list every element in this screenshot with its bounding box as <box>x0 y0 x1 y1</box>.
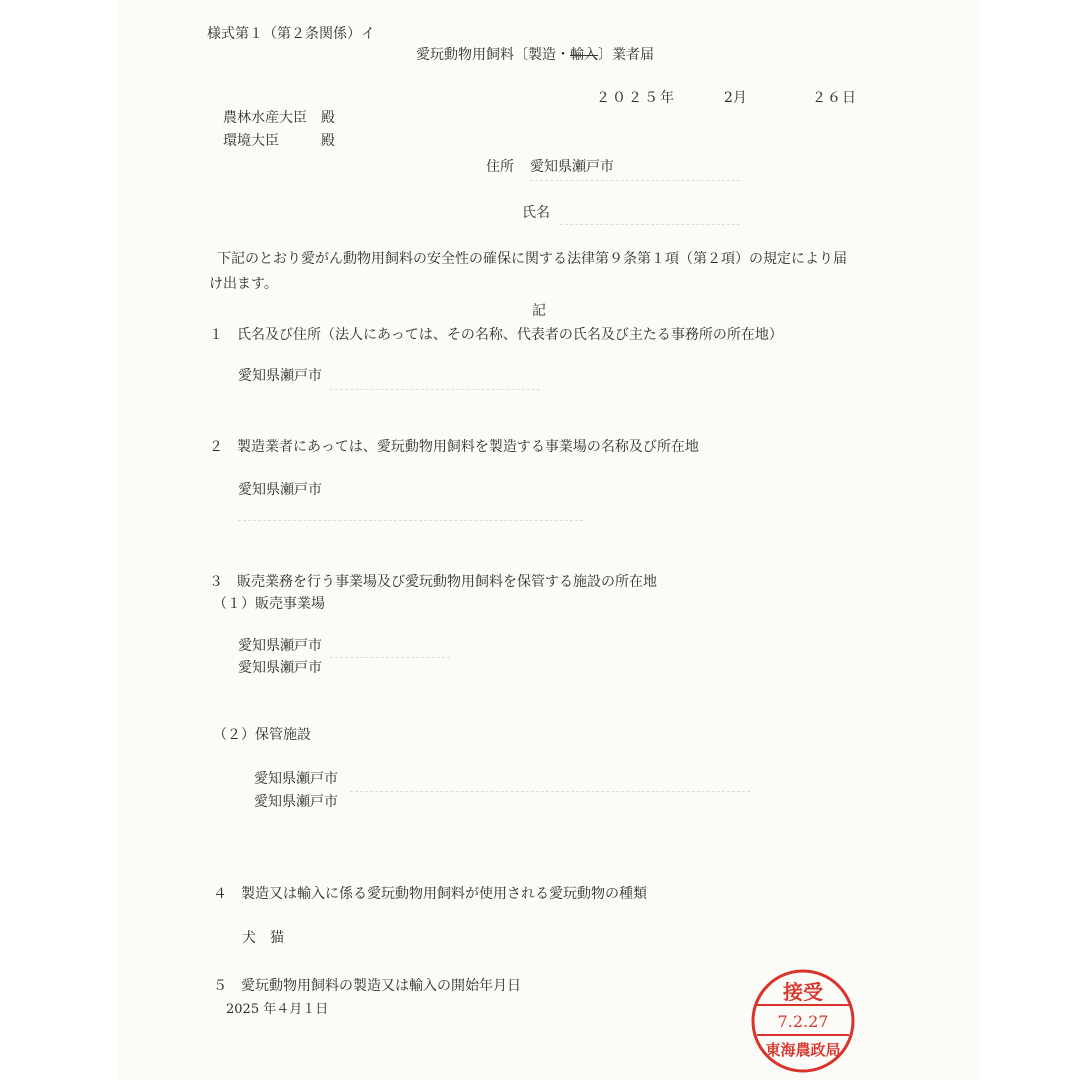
date-month: 2月 <box>724 90 747 106</box>
item-3-sub-1-value-2: 愛知県瀬戸市 <box>238 660 322 676</box>
item-2-heading: ２ 製造業者にあっては、愛玩動物用飼料を製造する事業場の名称及び所在地 <box>209 439 699 455</box>
stamp-date-text: 7.2.27 <box>777 1012 829 1031</box>
item-3-sub-1-blank <box>330 657 450 658</box>
applicant-address-blank <box>530 180 740 181</box>
item-2-blank <box>238 520 583 521</box>
item-1-value: 愛知県瀬戸市 <box>238 368 322 384</box>
form-title-suffix: 〕業者届 <box>598 47 654 63</box>
item-5-value: 2025 年４月１日 <box>226 1002 329 1017</box>
item-3-heading: ３ 販売業務を行う事業場及び愛玩動物用飼料を保管する施設の所在地 <box>209 574 657 590</box>
item-3-sub-1-value-1: 愛知県瀬戸市 <box>238 638 322 654</box>
item-1-blank <box>330 389 540 390</box>
form-title <box>416 48 654 62</box>
applicant-name-label: 氏名 <box>522 205 550 221</box>
applicant-address-label: 住所 <box>486 159 514 175</box>
receipt-stamp <box>749 967 857 1075</box>
applicant-address-value: 愛知県瀬戸市 <box>530 159 614 175</box>
item-1-heading: １ 氏名及び住所（法人にあっては、その名称、代表者の氏名及び主たる事務所の所在地） <box>209 327 783 343</box>
date-year: ２０２５年 <box>596 90 676 106</box>
item-3-sub-2-value-2: 愛知県瀬戸市 <box>254 794 338 810</box>
item-3-sub-2-blank <box>350 791 750 792</box>
form-title-prefix: 愛玩動物用飼料〔製造・ <box>416 47 570 63</box>
item-3-sub-2-heading: （２）保管施設 <box>213 727 311 743</box>
applicant-name-blank <box>560 224 740 225</box>
item-3-sub-1-heading: （１）販売事業場 <box>213 596 325 612</box>
item-4-heading: ４ 製造又は輸入に係る愛玩動物用飼料が使用される愛玩動物の種類 <box>213 886 647 902</box>
form-number: 様式第１（第２条関係）イ <box>207 26 375 42</box>
item-5-heading: ５ 愛玩動物用飼料の製造又は輸入の開始年月日 <box>213 978 521 994</box>
date-day: ２６日 <box>812 90 857 106</box>
addressee-minister-environment: 環境大臣 殿 <box>223 133 335 149</box>
addressee-minister-agriculture: 農林水産大臣 殿 <box>223 110 335 126</box>
item-2-value: 愛知県瀬戸市 <box>238 482 322 498</box>
intro-line-2: け出ます。 <box>209 276 278 292</box>
receipt-stamp-graphic <box>749 967 857 1075</box>
stamp-top-text: 接受 <box>783 980 823 1004</box>
item-4-value: 犬 猫 <box>242 930 284 946</box>
item-3-sub-2-value-1: 愛知県瀬戸市 <box>254 771 338 787</box>
form-title-struck: 輸入 <box>570 47 598 63</box>
stamp-bottom-text: 東海農政局 <box>765 1041 841 1059</box>
ki-heading: 記 <box>532 303 546 319</box>
intro-line-1: 下記のとおり愛がん動物用飼料の安全性の確保に関する法律第９条第１項（第２項）の規定により届 <box>217 251 847 267</box>
